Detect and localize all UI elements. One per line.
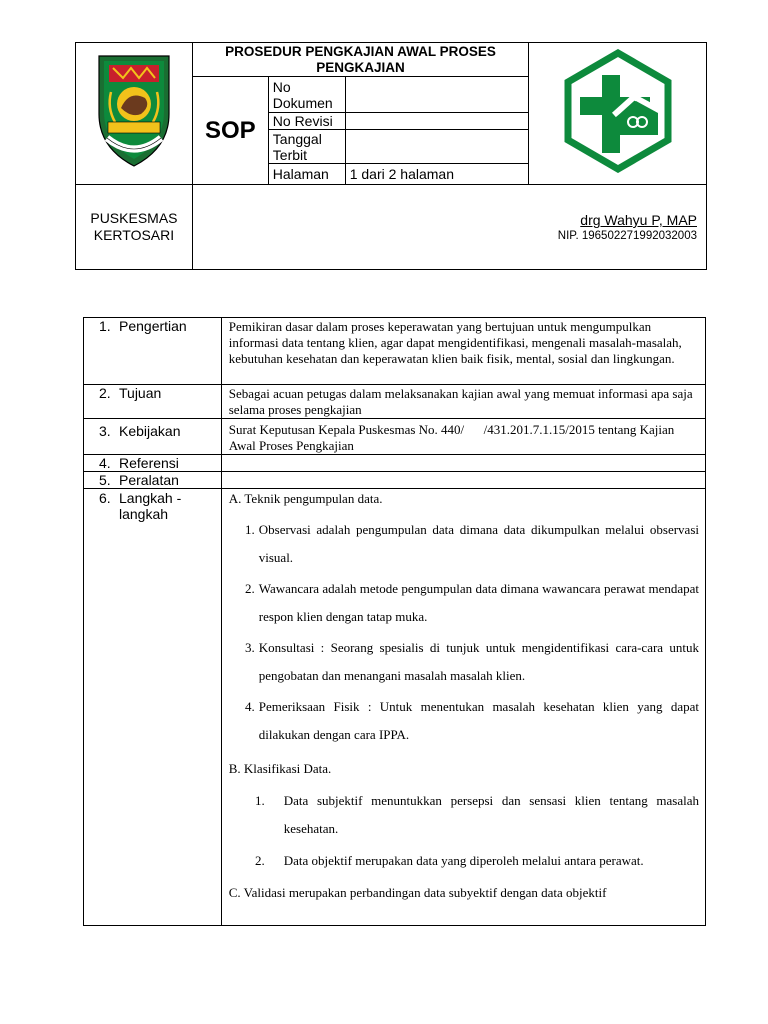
meta-value-no-dokumen <box>345 77 528 113</box>
signer-name: drg Wahyu P, MAP <box>580 212 697 228</box>
section-text-peralatan <box>221 472 705 489</box>
section-text-pengertian: Pemikiran dasar dalam proses keperawatan yang bertujuan untuk mengumpulkan informasi data tentang klien, agar dapat mengidentifikasi, mengenali masalah-masalah, kebutuhan kesehatan dan keperawatan klien baik fisik, mental, sosial dan lingkungan. <box>221 318 705 385</box>
section-number: 2. <box>99 385 111 401</box>
section-text-langkah <box>221 489 705 926</box>
section-title: Kebijakan <box>119 423 181 439</box>
step-text: Konsultasi : Seorang spesialis di tunjuk untuk mengidentifikasi cara-cara untuk pengobatan dan menangani masalah masalah klien. <box>258 640 699 683</box>
meta-label-no-revisi: No Revisi <box>268 113 345 130</box>
meta-label-halaman: Halaman <box>268 164 345 185</box>
step-text: Data objektif merupakan data yang diperoleh melalui antara perawat. <box>283 853 644 868</box>
sop-header-table <box>75 42 707 270</box>
section-number: 6. <box>99 490 111 506</box>
meta-label-no-dokumen: No Dokumen <box>268 77 345 113</box>
step-b-item <box>225 787 699 843</box>
section-title: Pengertian <box>119 318 187 334</box>
step-text: Pemeriksaan Fisik : Untuk menentukan masalah kesehatan klien yang dapat dilakukan dengan cara IPPA. <box>258 699 699 742</box>
step-a-item <box>225 634 699 690</box>
section-title: Referensi <box>119 455 179 471</box>
step-number: 3. <box>245 640 255 655</box>
step-text: Observasi adalah pengumpulan data dimana data dikumpulkan melalui observasi visual. <box>258 522 699 565</box>
puskesmas-logo-icon <box>556 49 680 173</box>
section-text-tujuan: Sebagai acuan petugas dalam melaksanakan kajian awal yang memuat informasi apa saja selama proses pengkajian <box>221 385 705 419</box>
signer-nip: NIP. 196502271992032003 <box>557 230 697 242</box>
section-label-kebijakan <box>84 419 222 455</box>
step-number: 1. <box>245 522 255 537</box>
steps-heading-c: C. Validasi merupakan perbandingan data subyektif dengan data objektif <box>228 885 607 900</box>
step-number: 1. <box>255 793 265 808</box>
step-text: Data subjektif menuntukkan persepsi dan sensasi klien tentang masalah kesehatan. <box>283 793 699 836</box>
section-text-referensi <box>221 455 705 472</box>
document-title: PROSEDUR PENGKAJIAN AWAL PROSES PENGKAJIAN <box>192 43 528 77</box>
meta-value-tanggal-terbit <box>345 130 528 164</box>
logo-left-cell <box>76 43 193 185</box>
step-a-item <box>225 516 699 572</box>
banyuwangi-emblem-icon <box>93 52 175 170</box>
section-title: Langkah - langkah <box>119 490 182 522</box>
section-label-peralatan <box>84 472 222 489</box>
step-number: 2. <box>245 581 255 596</box>
steps-heading-a: A. Teknik pengumpulan data. <box>228 491 383 506</box>
section-text-kebijakan: Surat Keputusan Kepala Puskesmas No. 440/ /431.201.7.1.15/2015 tentang Kajian Awal Proses Pengkajian <box>221 419 705 455</box>
logo-right-cell <box>529 43 707 185</box>
sop-label: SOP <box>192 77 268 185</box>
steps-heading-b: B. Klasifikasi Data. <box>228 761 332 776</box>
section-number: 4. <box>99 455 111 471</box>
step-text: Wawancara adalah metode pengumpulan data dimana wawancara perawat mendapat respon klien dengan tatap muka. <box>258 581 699 624</box>
organization-name-text: PUSKESMAS KERTOSARI <box>90 210 178 243</box>
meta-value-halaman: 1 dari 2 halaman <box>345 164 528 185</box>
step-b-item <box>225 847 699 875</box>
step-a-item <box>225 693 699 749</box>
section-label-tujuan <box>84 385 222 419</box>
section-number: 5. <box>99 472 111 488</box>
steps-content <box>225 489 699 907</box>
step-number: 4. <box>245 699 255 714</box>
sop-body-table <box>83 317 706 926</box>
section-label-pengertian <box>84 318 222 385</box>
section-title: Tujuan <box>119 385 162 401</box>
section-title: Peralatan <box>119 472 179 488</box>
meta-label-tanggal-terbit: Tanggal Terbit <box>268 130 345 164</box>
step-number: 2. <box>255 853 265 868</box>
step-a-item <box>225 575 699 631</box>
section-label-langkah <box>84 489 222 926</box>
section-label-referensi <box>84 455 222 472</box>
section-number: 1. <box>99 318 111 334</box>
signer-block <box>192 185 706 270</box>
organization-name <box>76 185 193 270</box>
meta-value-no-revisi <box>345 113 528 130</box>
section-number: 3. <box>99 423 111 439</box>
